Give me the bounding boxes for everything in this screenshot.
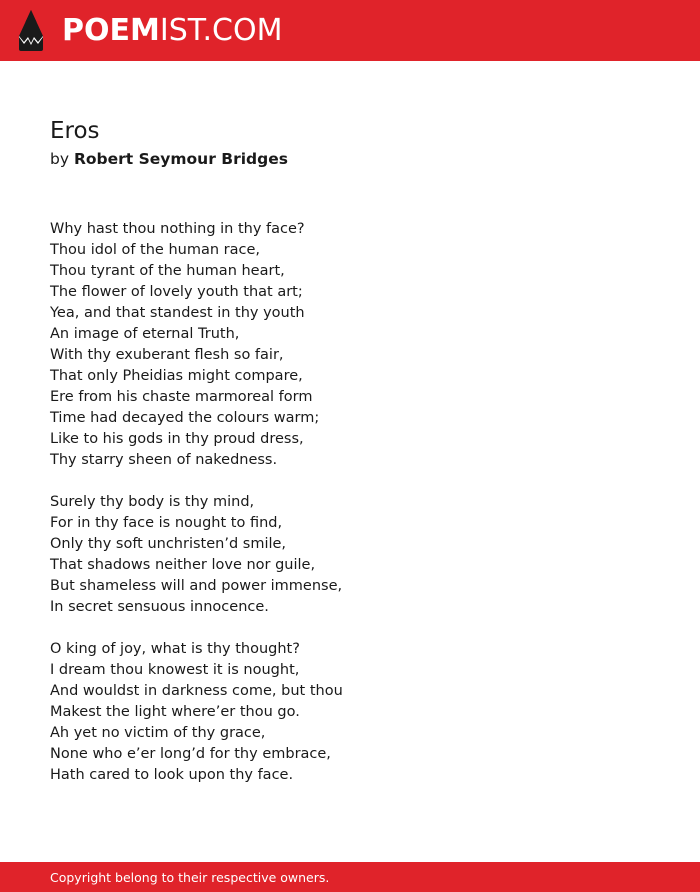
logo-text-light: IST.COM (159, 13, 283, 48)
poem-line: Thy starry sheen of nakedness. (50, 452, 278, 468)
stanza-1 (50, 219, 650, 471)
poem-line: The flower of lovely youth that art; (50, 284, 303, 300)
poem-line: With thy exuberant flesh so fair, (50, 347, 284, 363)
poem-line: But shameless will and power immense, (50, 578, 343, 594)
byline (50, 148, 288, 170)
poem-body (50, 219, 650, 807)
by-label: by (50, 150, 70, 168)
poem-line: Thou idol of the human race, (50, 242, 260, 258)
poem-line: That shadows neither love nor guile, (50, 557, 316, 573)
poem-line: Ere from his chaste marmoreal form (50, 389, 313, 405)
poem-line: That only Pheidias might compare, (50, 368, 303, 384)
copyright-notice: Copyright belong to their respective owners. (50, 870, 330, 885)
poem-line: And wouldst in darkness come, but thou (50, 683, 343, 699)
poem-line: I dream thou knowest it is nought, (50, 662, 300, 678)
poem-line: Surely thy body is thy mind, (50, 494, 255, 510)
poem-line: Time had decayed the colours warm; (50, 410, 320, 426)
poem-line: Hath cared to look upon thy face. (50, 767, 294, 783)
poem-line: Thou tyrant of the human heart, (50, 263, 285, 279)
poem-line: Ah yet no victim of thy grace, (50, 725, 266, 741)
poem-title: Eros (50, 118, 100, 144)
poem-line: For in thy face is nought to find, (50, 515, 283, 531)
poem-line: Makest the light where’er thou go. (50, 704, 300, 720)
poem-line: Only thy soft unchristen’d smile, (50, 536, 287, 552)
poem-line: None who e’er long’d for thy embrace, (50, 746, 331, 762)
site-header (0, 0, 700, 61)
stanza-3 (50, 639, 650, 786)
stanza-2 (50, 492, 650, 618)
poem-line: O king of joy, what is thy thought? (50, 641, 300, 657)
poem-line: Like to his gods in thy proud dress, (50, 431, 304, 447)
site-footer (0, 862, 700, 892)
author-name: Robert Seymour Bridges (73, 150, 288, 168)
poem-line: Why hast thou nothing in thy face? (50, 221, 305, 237)
poem-line: Yea, and that standest in thy youth (50, 305, 305, 321)
site-logo[interactable] (62, 11, 282, 51)
pencil-logo-icon[interactable] (17, 10, 45, 51)
logo-text-bold: POEM (62, 13, 160, 48)
poem-line: An image of eternal Truth, (50, 326, 240, 342)
poem-line: In secret sensuous innocence. (50, 599, 269, 615)
